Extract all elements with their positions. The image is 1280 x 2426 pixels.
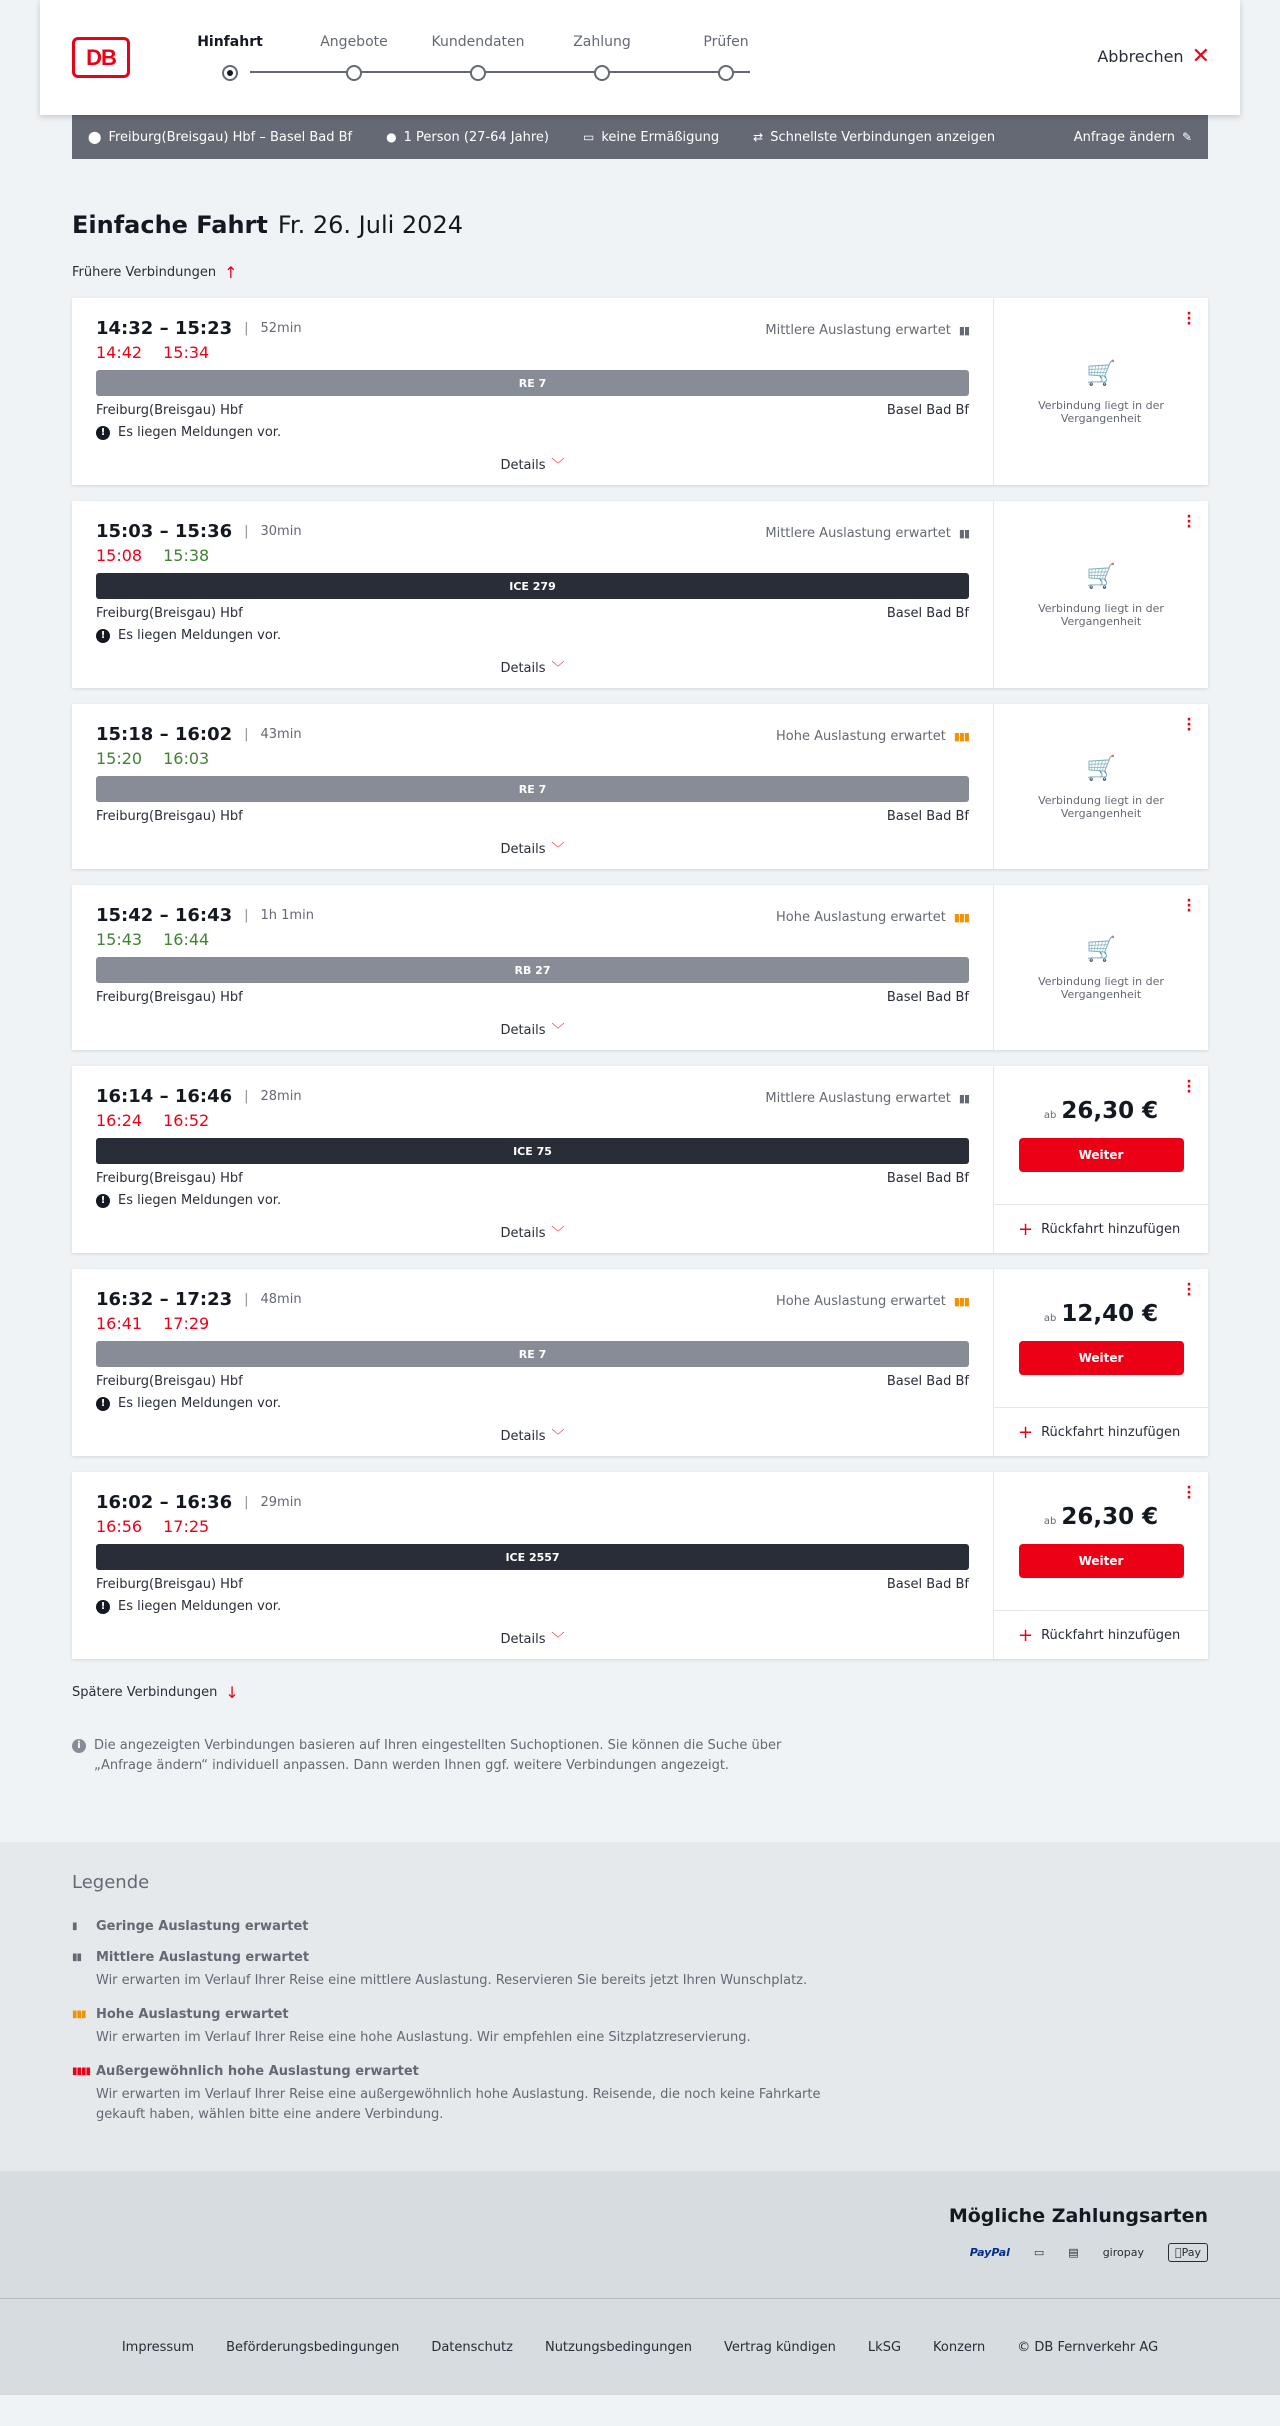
location-pin-icon: ⬤ [88, 130, 102, 144]
pencil-icon: ✎ [1181, 130, 1192, 144]
arrival-station: Basel Bad Bf [886, 1374, 969, 1389]
past-connection-info [994, 501, 1208, 688]
duration: 28min [260, 1089, 302, 1104]
step-hinfahrt: Hinfahrt [180, 34, 280, 81]
past-connection-label: Verbindung liegt in der Vergangenheit [1038, 398, 1164, 425]
departure-station: Freiburg(Breisgau) Hbf [96, 809, 243, 824]
planned-times: 16:02 – 16:36 [96, 1492, 233, 1513]
occupancy-indicator [765, 323, 969, 338]
plus-icon: + [1018, 1421, 1034, 1443]
details-toggle[interactable] [96, 657, 969, 676]
legend-item [72, 2007, 1208, 2048]
legend-item-title: Geringe Auslastung erwartet [96, 1919, 309, 1934]
step-dot [470, 65, 486, 81]
add-return-button[interactable] [994, 1205, 1208, 1253]
price [1044, 1504, 1158, 1530]
footer-link[interactable]: Beförderungsbedingungen [226, 2339, 400, 2355]
legend-item-header [72, 1919, 1208, 1934]
duration: 30min [260, 524, 302, 539]
search-info-note: i Die angezeigten Verbindungen basieren auf Ihren eingestellten Suchoptionen. Sie können die Suche über „Anfrage ändern“ individuell anpassen. Dann werden Ihnen ggf. weitere Verbindungen angezeigt. [72, 1736, 832, 1776]
legend-item [72, 1919, 1208, 1934]
offer-panel [994, 298, 1208, 485]
legend-item-title: Hohe Auslastung erwartet [96, 2007, 289, 2022]
occupancy-indicator [776, 910, 969, 925]
occupancy-label: Mittlere Auslastung erwartet [765, 1091, 951, 1106]
legend-section [0, 1842, 1280, 2171]
offer-panel [994, 704, 1208, 869]
realtime-arrival: 16:44 [163, 930, 210, 949]
connection-details [72, 885, 994, 1050]
train-bar[interactable]: ICE 279 [96, 573, 969, 599]
add-return-label: Rückfahrt hinzufügen [1041, 1424, 1181, 1440]
occupancy-indicator [776, 729, 969, 744]
occupancy-indicator [765, 526, 969, 541]
service-notice [96, 628, 969, 643]
giropay-logo: giropay [1102, 2246, 1144, 2259]
price-prefix: ab [1043, 1313, 1057, 1324]
legend-title: Legende [72, 1872, 150, 1893]
price [1044, 1098, 1158, 1124]
occupancy-label: Hohe Auslastung erwartet [776, 729, 946, 744]
connection-details [72, 1269, 994, 1456]
service-notice [96, 1599, 969, 1614]
occupancy-label: Mittlere Auslastung erwartet [765, 526, 951, 541]
occupancy-icon: ▮▮ [958, 527, 969, 540]
continue-button[interactable]: Weiter [1019, 1544, 1184, 1578]
arrow-up-icon: ↑ [224, 263, 238, 282]
connection-list [72, 298, 1208, 1659]
realtime-departure: 15:08 [96, 546, 143, 565]
later-connections-link[interactable]: Spätere Verbindungen ↓ [72, 1683, 239, 1702]
occupancy-icon: ▮▮ [958, 324, 969, 337]
occupancy-low-icon: ▮ [72, 1921, 77, 1932]
footer-link[interactable]: Vertrag kündigen [723, 2339, 836, 2355]
price [1044, 1301, 1158, 1327]
connection-card [72, 501, 1208, 688]
legend-item-title: Außergewöhnlich hohe Auslastung erwartet [96, 2064, 419, 2079]
divider: | [244, 727, 249, 742]
more-options-icon[interactable]: · · · [1186, 1074, 1192, 1100]
more-options-icon[interactable]: · · · [1186, 306, 1192, 332]
planned-times: 15:42 – 16:43 [96, 905, 233, 926]
arrival-station: Basel Bad Bf [886, 1577, 969, 1592]
payment-logos [72, 2243, 1208, 2262]
departure-station: Freiburg(Breisgau) Hbf [96, 990, 243, 1005]
notice-text: Es liegen Meldungen vor. [118, 1396, 282, 1411]
page-title: Einfache Fahrt Fr. 26. Juli 2024 [72, 211, 463, 239]
divider: | [244, 908, 249, 923]
occupancy-indicator [776, 1294, 969, 1309]
stations [96, 1374, 969, 1389]
step-kundendaten: Kundendaten [428, 34, 528, 81]
past-connection-label: Verbindung liegt in der Vergangenheit [1038, 974, 1164, 1001]
footer-link[interactable]: Datenschutz [431, 2339, 513, 2355]
details-toggle[interactable] [96, 454, 969, 473]
details-toggle[interactable] [96, 1222, 969, 1241]
stations [96, 1577, 969, 1592]
connection-details [72, 1066, 994, 1253]
realtime-arrival: 16:03 [163, 749, 210, 768]
chevron-down-icon: ﹀ [551, 842, 565, 857]
connection-details [72, 501, 994, 688]
divider: | [244, 1089, 249, 1104]
earlier-connections-link[interactable]: Frühere Verbindungen ↑ [72, 263, 238, 282]
realtime-arrival: 17:25 [163, 1517, 210, 1536]
realtime-times [96, 343, 969, 362]
alert-icon: ! [96, 1194, 110, 1208]
details-toggle[interactable] [96, 1425, 969, 1444]
details-label: Details [500, 661, 546, 676]
planned-times: 15:03 – 15:36 [96, 521, 233, 542]
details-label: Details [500, 1023, 546, 1038]
occupancy-mid-icon: ▮▮ [72, 1952, 82, 1963]
realtime-departure: 15:20 [96, 749, 143, 768]
occupancy-icon: ▮▮▮ [953, 730, 969, 743]
divider: | [244, 321, 249, 336]
details-label: Details [500, 1429, 546, 1444]
legend-item-header [72, 2064, 1208, 2079]
bahncard-icon: ▭ [582, 130, 595, 144]
footer-link[interactable]: Nutzungsbedingungen [544, 2339, 692, 2355]
legend-item-description: Wir erwarten im Verlauf Ihrer Reise eine hohe Auslastung. Wir empfehlen eine Sitzplatzreservierung. [96, 2030, 751, 2045]
divider: | [244, 1495, 249, 1510]
footer-link[interactable]: Konzern [933, 2339, 986, 2355]
realtime-times [96, 1111, 969, 1130]
more-options-icon[interactable]: · · · [1186, 1277, 1192, 1303]
realtime-departure: 14:42 [96, 343, 143, 362]
duration: 43min [260, 727, 302, 742]
arrival-station: Basel Bad Bf [886, 1171, 969, 1186]
offer-panel [994, 1269, 1208, 1456]
step-dot [718, 65, 734, 81]
notice-text: Es liegen Meldungen vor. [118, 425, 282, 440]
price-prefix: ab [1043, 1110, 1057, 1121]
departure-station: Freiburg(Breisgau) Hbf [96, 1374, 243, 1389]
legend-item-header [72, 2007, 1208, 2022]
notice-text: Es liegen Meldungen vor. [118, 1599, 282, 1614]
occupancy-icon: ▮▮ [958, 1092, 969, 1105]
realtime-times [96, 749, 969, 768]
credit-card-icon: ▭ [1033, 2246, 1045, 2259]
past-connection-info [994, 704, 1208, 869]
departure-station: Freiburg(Breisgau) Hbf [96, 403, 243, 418]
footer-link[interactable]: Impressum [121, 2339, 195, 2355]
step-dot [346, 65, 362, 81]
step-zahlung: Zahlung [552, 34, 652, 81]
realtime-arrival: 15:38 [163, 546, 210, 565]
price-value: 26,30 € [1061, 1504, 1159, 1530]
realtime-departure: 16:56 [96, 1517, 143, 1536]
step-pruefen: Prüfen [676, 34, 776, 81]
alert-icon: ! [96, 426, 110, 440]
footer-link[interactable]: LkSG [867, 2339, 902, 2355]
divider: | [244, 1292, 249, 1307]
service-notice [96, 1396, 969, 1411]
arrival-station: Basel Bad Bf [886, 990, 969, 1005]
change-request-button[interactable]: Anfrage ändern ✎ [1073, 129, 1192, 145]
plus-icon: + [1018, 1218, 1034, 1240]
connection-times [96, 1492, 969, 1513]
step-dot-active [222, 65, 238, 81]
realtime-arrival: 16:52 [163, 1111, 210, 1130]
more-options-icon[interactable]: · · · [1186, 509, 1192, 535]
search-summary-bar [72, 115, 1208, 159]
legend-list [72, 1919, 1208, 2125]
price-value: 26,30 € [1061, 1098, 1159, 1124]
past-connection-info [994, 885, 1208, 1050]
realtime-departure: 16:41 [96, 1314, 143, 1333]
close-icon: ✕ [1191, 43, 1210, 69]
legend-item-description: Wir erwarten im Verlauf Ihrer Reise eine mittlere Auslastung. Reservieren Sie bereits jetzt Ihren Wunschplatz. [96, 1973, 808, 1988]
cart-unavailable-icon: 🛒 [1086, 561, 1116, 590]
info-icon: i [72, 1739, 86, 1753]
connection-details [72, 704, 994, 869]
results-main [0, 211, 1280, 1776]
divider: | [244, 524, 249, 539]
chevron-down-icon: ﹀ [551, 1023, 565, 1038]
train-bar[interactable]: ICE 2557 [96, 1544, 969, 1570]
realtime-departure: 15:43 [96, 930, 143, 949]
train-bar[interactable]: ICE 75 [96, 1138, 969, 1164]
stations [96, 606, 969, 621]
alert-icon: ! [96, 629, 110, 643]
service-notice [96, 1193, 969, 1208]
chevron-down-icon: ﹀ [551, 458, 565, 473]
persons-summary: ● 1 Person (27-64 Jahre) [386, 129, 549, 145]
alert-icon: ! [96, 1600, 110, 1614]
payment-title: Mögliche Zahlungsarten [948, 2205, 1208, 2227]
top-navigation [40, 0, 1240, 115]
train-bar[interactable]: RE 7 [96, 1341, 969, 1367]
occupancy-label: Hohe Auslastung erwartet [776, 1294, 946, 1309]
connection-card [72, 1269, 1208, 1456]
departure-station: Freiburg(Breisgau) Hbf [96, 606, 243, 621]
offer-panel [994, 1066, 1208, 1253]
connection-card [72, 1066, 1208, 1253]
realtime-times [96, 546, 969, 565]
train-bar[interactable]: RB 27 [96, 957, 969, 983]
connection-details [72, 298, 994, 485]
price-prefix: ab [1043, 1516, 1057, 1527]
occupancy-label: Mittlere Auslastung erwartet [765, 323, 951, 338]
legend-item [72, 1950, 1208, 1991]
add-return-button[interactable] [994, 1408, 1208, 1456]
db-logo[interactable]: DB [72, 37, 130, 78]
occupancy-indicator [765, 1091, 969, 1106]
realtime-departure: 16:24 [96, 1111, 143, 1130]
sepa-icon: ▤ [1068, 2246, 1079, 2259]
cancel-button[interactable]: Abbrechen ✕ [1097, 43, 1210, 69]
more-options-icon[interactable]: · · · [1186, 712, 1192, 738]
cart-unavailable-icon: 🛒 [1086, 753, 1116, 782]
planned-times: 15:18 – 16:02 [96, 724, 233, 745]
booking-progress-steps [180, 34, 800, 84]
chevron-down-icon: ﹀ [551, 661, 565, 676]
details-toggle[interactable] [96, 1019, 969, 1038]
realtime-times [96, 1517, 969, 1536]
price-value: 12,40 € [1061, 1301, 1159, 1327]
departure-station: Freiburg(Breisgau) Hbf [96, 1171, 243, 1186]
realtime-arrival: 15:34 [163, 343, 210, 362]
legend-item-description: Wir erwarten im Verlauf Ihrer Reise eine außergewöhnlich hohe Auslastung. Reisende, die noch keine Fahrkarte gekauft haben, wählen bitte eine andere Verbindung. [96, 2087, 821, 2122]
duration: 52min [260, 321, 302, 336]
arrival-station: Basel Bad Bf [886, 403, 969, 418]
planned-times: 14:32 – 15:23 [96, 318, 233, 339]
offer-panel [994, 1472, 1208, 1659]
add-return-button[interactable] [994, 1611, 1208, 1659]
chevron-down-icon: ﹀ [551, 1429, 565, 1444]
notice-text: Es liegen Meldungen vor. [118, 628, 282, 643]
details-label: Details [500, 1632, 546, 1647]
apple-pay-logo: Pay [1168, 2243, 1208, 2262]
planned-times: 16:32 – 17:23 [96, 1289, 233, 1310]
offer-panel [994, 501, 1208, 688]
occupancy-icon: ▮▮▮ [953, 911, 969, 924]
bahncard-summary: ▭ keine Ermäßigung [582, 129, 720, 145]
details-label: Details [500, 842, 546, 857]
more-options-icon[interactable]: · · · [1186, 1480, 1192, 1506]
swap-arrows-icon: ⇄ [753, 130, 764, 144]
occupancy-high-icon: ▮▮▮ [72, 2009, 86, 2020]
footer-links [0, 2298, 1280, 2395]
alert-icon: ! [96, 1397, 110, 1411]
arrival-station: Basel Bad Bf [886, 606, 969, 621]
legend-item [72, 2064, 1208, 2125]
details-label: Details [500, 1226, 546, 1241]
arrival-station: Basel Bad Bf [886, 809, 969, 824]
legend-item-title: Mittlere Auslastung erwartet [96, 1950, 310, 1965]
add-return-label: Rückfahrt hinzufügen [1041, 1627, 1181, 1643]
details-toggle[interactable] [96, 838, 969, 857]
service-notice [96, 425, 969, 440]
duration: 1h 1min [260, 908, 314, 923]
arrow-down-icon: ↓ [225, 1683, 239, 1702]
payment-methods [0, 2171, 1280, 2298]
past-connection-label: Verbindung liegt in der Vergangenheit [1038, 601, 1164, 628]
chevron-down-icon: ﹀ [551, 1226, 565, 1241]
details-toggle[interactable] [96, 1628, 969, 1647]
add-return-label: Rückfahrt hinzufügen [1041, 1221, 1181, 1237]
realtime-arrival: 17:29 [163, 1314, 210, 1333]
connection-card [72, 885, 1208, 1050]
offer-panel [994, 885, 1208, 1050]
plus-icon: + [1018, 1624, 1034, 1646]
fastest-connections-summary: ⇄ Schnellste Verbindungen anzeigen [753, 129, 996, 145]
train-bar[interactable]: RE 7 [96, 776, 969, 802]
legend-item-header [72, 1950, 1208, 1965]
occupancy-label: Hohe Auslastung erwartet [776, 910, 946, 925]
chevron-down-icon: ﹀ [551, 1632, 565, 1647]
past-connection-label: Verbindung liegt in der Vergangenheit [1038, 793, 1164, 820]
connection-card [72, 298, 1208, 485]
details-label: Details [500, 458, 546, 473]
cart-unavailable-icon: 🛒 [1086, 934, 1116, 963]
price-offer [994, 1066, 1208, 1205]
connection-details [72, 1472, 994, 1659]
price-offer [994, 1472, 1208, 1611]
stations [96, 809, 969, 824]
notice-text: Es liegen Meldungen vor. [118, 1193, 282, 1208]
connection-card [72, 1472, 1208, 1659]
more-options-icon[interactable]: · · · [1186, 893, 1192, 919]
footer-link: © DB Fernverkehr AG [1017, 2339, 1159, 2355]
price-offer [994, 1269, 1208, 1408]
occupancy-extreme-icon: ▮▮▮▮ [72, 2066, 91, 2077]
paypal-logo: PayPal [969, 2246, 1010, 2259]
stations [96, 990, 969, 1005]
duration: 48min [260, 1292, 302, 1307]
train-bar[interactable]: RE 7 [96, 370, 969, 396]
continue-button[interactable]: Weiter [1019, 1138, 1184, 1172]
step-dot [594, 65, 610, 81]
duration: 29min [260, 1495, 302, 1510]
planned-times: 16:14 – 16:46 [96, 1086, 233, 1107]
past-connection-info [994, 298, 1208, 485]
stations [96, 1171, 969, 1186]
stations [96, 403, 969, 418]
person-icon: ● [386, 130, 397, 144]
connection-card [72, 704, 1208, 869]
step-angebote: Angebote [304, 34, 404, 81]
departure-station: Freiburg(Breisgau) Hbf [96, 1577, 243, 1592]
continue-button[interactable]: Weiter [1019, 1341, 1184, 1375]
route-summary: ⬤ Freiburg(Breisgau) Hbf – Basel Bad Bf [88, 129, 353, 145]
realtime-times [96, 930, 969, 949]
cart-unavailable-icon: 🛒 [1086, 358, 1116, 387]
realtime-times [96, 1314, 969, 1333]
occupancy-icon: ▮▮▮ [953, 1295, 969, 1308]
